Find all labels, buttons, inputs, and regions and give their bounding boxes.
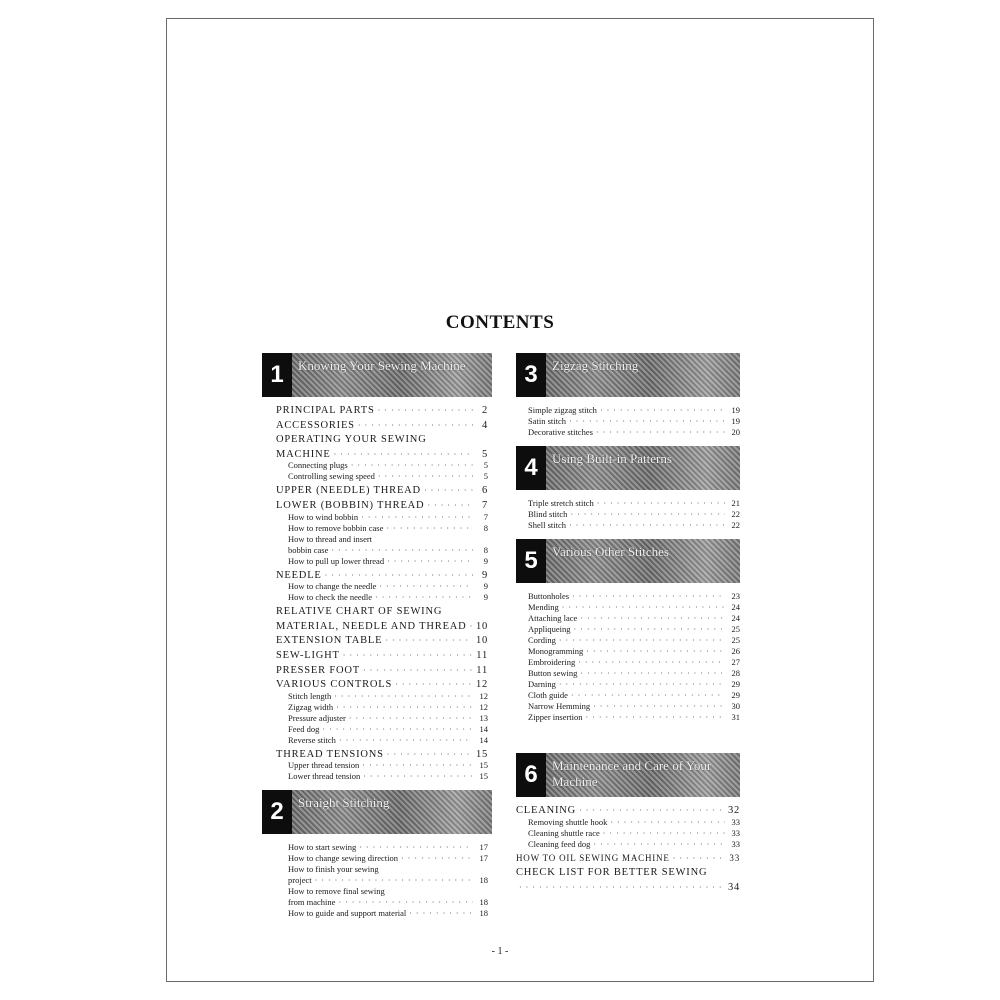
toc-entry-page: 14	[479, 734, 488, 745]
toc-entry	[516, 416, 740, 427]
dot-leader	[336, 702, 473, 713]
toc-entry-page: 9	[481, 569, 488, 581]
toc-entry-label: Buttonholes	[528, 591, 570, 601]
toc-entry-label: project	[288, 875, 312, 886]
dot-leader	[315, 875, 473, 886]
toc-entry-label: How to start sewing	[288, 842, 357, 853]
toc-entry-page: 23	[731, 591, 740, 601]
toc-entry-page: 10	[476, 635, 489, 647]
dot-leader	[569, 520, 725, 531]
section-number: 6	[516, 753, 546, 797]
section-number: 2	[262, 790, 292, 834]
toc-entry: RELATIVE CHART OF SEWING	[276, 606, 443, 618]
toc-entry	[276, 735, 488, 746]
toc-entry-page: 25	[731, 635, 740, 645]
toc-entry-label: Zigzag width	[288, 701, 334, 712]
toc-entry	[516, 624, 740, 635]
dot-leader	[424, 485, 473, 497]
toc-entry	[516, 679, 740, 690]
toc-entry-page: 13	[479, 712, 488, 723]
toc-entry	[516, 712, 740, 723]
toc-entry-label: How to change sewing direction	[288, 853, 398, 864]
dot-leader	[379, 581, 473, 592]
toc-entry-page: 22	[731, 509, 740, 519]
toc-entry	[516, 853, 740, 865]
toc-entry-page: 28	[731, 668, 740, 678]
toc-entry-label: How to wind bobbin	[288, 511, 359, 522]
dot-leader	[338, 897, 473, 908]
toc-entry	[276, 897, 488, 908]
toc-entry	[516, 405, 740, 416]
toc-entry	[516, 591, 740, 602]
toc-entry-label: CLEANING	[516, 805, 577, 816]
toc-entry	[276, 449, 488, 461]
toc-entry: OPERATING YOUR SEWING	[276, 434, 427, 446]
toc-entry-label: MATERIAL, NEEDLE AND THREAD	[276, 620, 467, 632]
toc-entry-page: 4	[481, 419, 488, 431]
toc-entry-page: 8	[483, 544, 488, 555]
toc-entry-label: Lower thread tension	[288, 771, 361, 782]
section-header-3	[516, 353, 740, 397]
toc-list	[516, 805, 740, 893]
toc-entry	[276, 679, 488, 691]
toc-entry-label: ACCESSORIES	[276, 419, 355, 431]
section-header-5	[516, 539, 740, 583]
toc-entry	[276, 702, 488, 713]
section-title: Straight Stitching	[298, 795, 390, 811]
toc-entry	[276, 581, 488, 592]
section-number: 5	[516, 539, 546, 583]
toc-entry-page: 9	[483, 555, 488, 566]
toc-entry-page: 33	[731, 827, 740, 838]
toc-list	[516, 498, 740, 531]
dot-leader	[322, 724, 473, 735]
left-column	[270, 353, 489, 919]
toc-entry-label: Mending	[528, 602, 559, 612]
toc-entry	[516, 882, 740, 894]
toc-entry-page: 24	[731, 602, 740, 612]
dot-leader	[580, 668, 725, 679]
dot-leader	[378, 405, 473, 417]
toc-entry-label: VARIOUS CONTROLS	[276, 679, 393, 691]
toc-entry-label: Zipper insertion	[528, 712, 583, 722]
toc-entry-label: How to guide and support material	[288, 908, 407, 919]
dot-leader	[673, 853, 725, 865]
toc-entry-label: Cleaning feed dog	[528, 838, 591, 849]
toc-entry-label: PRINCIPAL PARTS	[276, 405, 375, 416]
toc-entry	[276, 545, 488, 556]
toc-list	[276, 405, 488, 782]
dot-leader	[580, 613, 725, 624]
toc-entry	[276, 500, 488, 512]
toc-entry-page: 20	[731, 427, 740, 437]
toc-entry	[516, 828, 740, 839]
right-column	[516, 353, 740, 893]
toc-entry-page: 6	[481, 485, 488, 497]
section-title: Knowing Your Sewing Machine	[298, 358, 466, 373]
toc-entry-page: 33	[731, 816, 740, 827]
toc-entry	[276, 570, 488, 582]
toc-entry-page: 9	[483, 581, 488, 592]
dot-leader	[362, 760, 473, 771]
toc-entry-label: LOWER (BOBBIN) THREAD	[276, 499, 425, 511]
toc-entry-page: 19	[731, 416, 740, 426]
dot-leader	[395, 679, 473, 691]
page-number: - 1 -	[491, 946, 509, 957]
toc-entry	[516, 701, 740, 712]
toc-entry-page: 17	[479, 842, 488, 853]
toc-entry-label: UPPER (NEEDLE) THREAD	[276, 485, 421, 497]
dot-leader	[578, 657, 725, 668]
toc-entry-label: Attaching lace	[528, 613, 578, 623]
dot-leader	[610, 817, 725, 828]
toc-entry-label: Embroidering	[528, 657, 576, 667]
toc-entry	[516, 668, 740, 679]
toc-entry-page: 19	[731, 405, 740, 415]
toc-entry-page: 10	[476, 620, 489, 632]
toc-entry	[276, 650, 488, 662]
toc-entry: How to thread and insert	[288, 533, 373, 544]
dot-leader	[363, 665, 473, 677]
toc-entry	[276, 592, 488, 603]
dot-leader	[331, 545, 473, 556]
toc-entry-page: 2	[481, 405, 488, 416]
toc-entry-label: Narrow Hemming	[528, 701, 591, 711]
section-number: 4	[516, 446, 546, 490]
toc-entry-page: 11	[476, 664, 488, 676]
toc-entry	[276, 713, 488, 724]
dot-leader	[349, 713, 473, 724]
toc-entry	[276, 875, 488, 886]
toc-entry-label: Connecting plugs	[288, 460, 348, 471]
toc-entry	[276, 405, 488, 417]
dot-leader	[385, 635, 473, 647]
toc-entry	[276, 760, 488, 771]
toc-entry-page: 15	[479, 760, 488, 771]
dot-leader	[401, 853, 473, 864]
toc-entry	[276, 485, 488, 497]
toc-entry-page: 30	[731, 701, 740, 711]
toc-entry-page: 33	[731, 838, 740, 849]
dot-leader	[572, 591, 725, 602]
toc-entry-label: MACHINE	[276, 448, 331, 460]
section-number: 1	[262, 353, 292, 397]
toc-entry	[276, 908, 488, 919]
toc-entry	[516, 839, 740, 850]
toc-entry-label: HOW TO OIL SEWING MACHINE	[516, 852, 670, 863]
toc-entry	[276, 635, 488, 647]
toc-entry	[276, 691, 488, 702]
dot-leader	[325, 570, 473, 582]
toc-entry-label: Cloth guide	[528, 690, 568, 700]
dot-leader	[571, 690, 725, 701]
section-header-4	[516, 446, 740, 490]
toc-entry-label: Button sewing	[528, 668, 578, 678]
toc-entry	[276, 523, 488, 534]
toc-entry	[276, 420, 488, 432]
toc-entry	[516, 520, 740, 531]
toc-list	[516, 405, 740, 438]
toc-entry-page: 11	[476, 649, 488, 661]
dot-leader	[570, 509, 725, 520]
toc-entry	[276, 665, 488, 677]
dot-leader	[386, 523, 473, 534]
toc-entry-page: 5	[481, 448, 488, 460]
dot-leader	[343, 650, 473, 662]
toc-entry-label: Pressure adjuster	[288, 712, 346, 723]
dot-leader	[363, 771, 473, 782]
toc-entry	[276, 471, 488, 482]
section-number: 3	[516, 353, 546, 397]
toc-entry-label: How to change the needle	[288, 581, 377, 592]
toc-entry	[516, 427, 740, 438]
toc-entry-page: 17	[479, 853, 488, 864]
toc-entry-page: 12	[476, 679, 489, 691]
dot-leader	[358, 420, 473, 432]
toc-entry	[276, 460, 488, 471]
toc-entry-label: Appliqueing	[528, 624, 571, 634]
toc-entry-label: Blind stitch	[528, 509, 568, 519]
toc-entry-label: THREAD TENSIONS	[276, 748, 384, 760]
toc-entry	[516, 498, 740, 509]
section-title: Various Other Stitches	[552, 544, 669, 559]
toc-entry-page: 12	[479, 690, 488, 701]
dot-leader	[387, 749, 473, 761]
toc-entry-label: Darning	[528, 679, 556, 689]
toc-entry	[276, 621, 488, 633]
toc-entry-page: 5	[483, 460, 488, 471]
toc-entry-page: 5	[483, 471, 488, 482]
dot-leader	[559, 635, 725, 646]
toc-entry-label: Cleaning shuttle race	[528, 827, 600, 838]
dot-leader	[596, 427, 725, 438]
section-title: Maintenance and Care of Your Machine	[552, 758, 712, 789]
toc-entry-label: Monogramming	[528, 646, 584, 656]
toc-entry	[516, 602, 740, 613]
toc-entry-label: Satin stitch	[528, 416, 567, 426]
dot-leader	[427, 500, 473, 512]
toc-entry-page: 18	[479, 908, 488, 919]
dot-leader	[569, 416, 725, 427]
toc-entry-label: from machine	[288, 897, 336, 908]
toc-entry-page: 15	[479, 771, 488, 782]
toc-entry-page: 33	[729, 852, 740, 863]
dot-leader	[334, 691, 473, 702]
section-title: Using Built-in Patterns	[552, 451, 672, 466]
toc-entry	[276, 771, 488, 782]
toc-entry	[276, 749, 488, 761]
page-title: CONTENTS	[445, 312, 555, 333]
toc-entry	[516, 635, 740, 646]
dot-leader	[586, 712, 725, 723]
toc-entry-page: 32	[728, 805, 741, 816]
dot-leader	[351, 460, 473, 471]
dot-leader	[562, 602, 725, 613]
dot-leader	[334, 449, 473, 461]
toc-entry-page: 7	[481, 499, 488, 511]
dot-leader	[359, 842, 473, 853]
section-header-6	[516, 753, 740, 797]
section-header-1	[262, 353, 492, 397]
toc-entry-page: 34	[728, 881, 741, 893]
toc-entry	[516, 690, 740, 701]
toc-entry-page: 15	[476, 748, 489, 760]
toc-entry-label: NEEDLE	[276, 569, 322, 581]
toc-entry-page: 25	[731, 624, 740, 634]
toc-entry: How to remove final sewing	[288, 886, 385, 897]
toc-entry	[516, 805, 740, 817]
dot-leader	[519, 882, 725, 894]
toc-entry-page: 8	[483, 522, 488, 533]
dot-leader	[593, 701, 725, 712]
dot-leader	[378, 471, 473, 482]
toc-entry-label: bobbin case	[288, 544, 329, 555]
toc-entry-label: PRESSER FOOT	[276, 664, 360, 676]
toc-entry-label: How to remove bobbin case	[288, 522, 384, 533]
toc-entry	[276, 556, 488, 567]
toc-list	[276, 842, 488, 919]
dot-leader	[574, 624, 726, 635]
toc-entry-label: EXTENSION TABLE	[276, 635, 383, 647]
dot-leader	[600, 405, 725, 416]
toc-entry-label: How to check the needle	[288, 592, 373, 603]
toc-entry-page: 26	[731, 646, 740, 656]
toc-entry-page: 27	[731, 657, 740, 667]
toc-entry	[516, 646, 740, 657]
toc-entry-page: 22	[731, 520, 740, 530]
toc-entry	[276, 853, 488, 864]
toc-entry-label: Cording	[528, 635, 556, 645]
toc-entry: How to finish your sewing	[288, 864, 379, 875]
toc-entry-label: Feed dog	[288, 723, 320, 734]
dot-leader	[339, 735, 473, 746]
toc-entry	[276, 512, 488, 523]
toc-entry-page: 31	[731, 712, 740, 722]
dot-leader	[375, 592, 473, 603]
toc-entry-label: How to pull up lower thread	[288, 555, 385, 566]
dot-leader	[559, 679, 725, 690]
toc-entry-label: Shell stitch	[528, 520, 567, 530]
dot-leader	[603, 828, 725, 839]
toc-entry-label: Controlling sewing speed	[288, 471, 375, 482]
dot-leader	[597, 498, 725, 509]
dot-leader	[593, 839, 725, 850]
toc-entry-page: 29	[731, 679, 740, 689]
toc-entry	[516, 509, 740, 520]
toc-entry-page: 7	[483, 511, 488, 522]
dot-leader	[586, 646, 725, 657]
dot-leader	[470, 621, 473, 633]
toc-entry-page: 24	[731, 613, 740, 623]
toc-entry-label: Upper thread tension	[288, 760, 360, 771]
toc-entry-page: 21	[731, 498, 740, 508]
toc-entry	[276, 724, 488, 735]
toc-entry	[516, 817, 740, 828]
section-header-2	[262, 790, 492, 834]
toc-entry-page: 12	[479, 701, 488, 712]
toc-entry-page: 29	[731, 690, 740, 700]
toc-entry-label: Stitch length	[288, 690, 332, 701]
toc-entry: CHECK LIST FOR BETTER SEWING	[516, 867, 708, 879]
toc-entry-page: 14	[479, 723, 488, 734]
dot-leader	[409, 908, 473, 919]
toc-entry-label: Simple zigzag stitch	[528, 405, 597, 415]
toc-entry-label: Removing shuttle hook	[528, 816, 608, 827]
toc-entry	[516, 657, 740, 668]
toc-entry	[516, 613, 740, 624]
section-title: Zigzag Stitching	[552, 358, 639, 373]
toc-entry-page: 9	[483, 592, 488, 603]
toc-entry-page: 18	[479, 897, 488, 908]
toc-entry-page: 18	[479, 875, 488, 886]
toc-entry-label: Reverse stitch	[288, 734, 336, 745]
toc-entry	[276, 842, 488, 853]
dot-leader	[387, 556, 473, 567]
toc-entry-label: Decorative stitches	[528, 427, 593, 437]
dot-leader	[579, 805, 725, 817]
dot-leader	[361, 512, 473, 523]
toc-entry-label: SEW-LIGHT	[276, 649, 340, 661]
toc-entry-label: Triple stretch stitch	[528, 498, 594, 508]
toc-list	[516, 591, 740, 723]
